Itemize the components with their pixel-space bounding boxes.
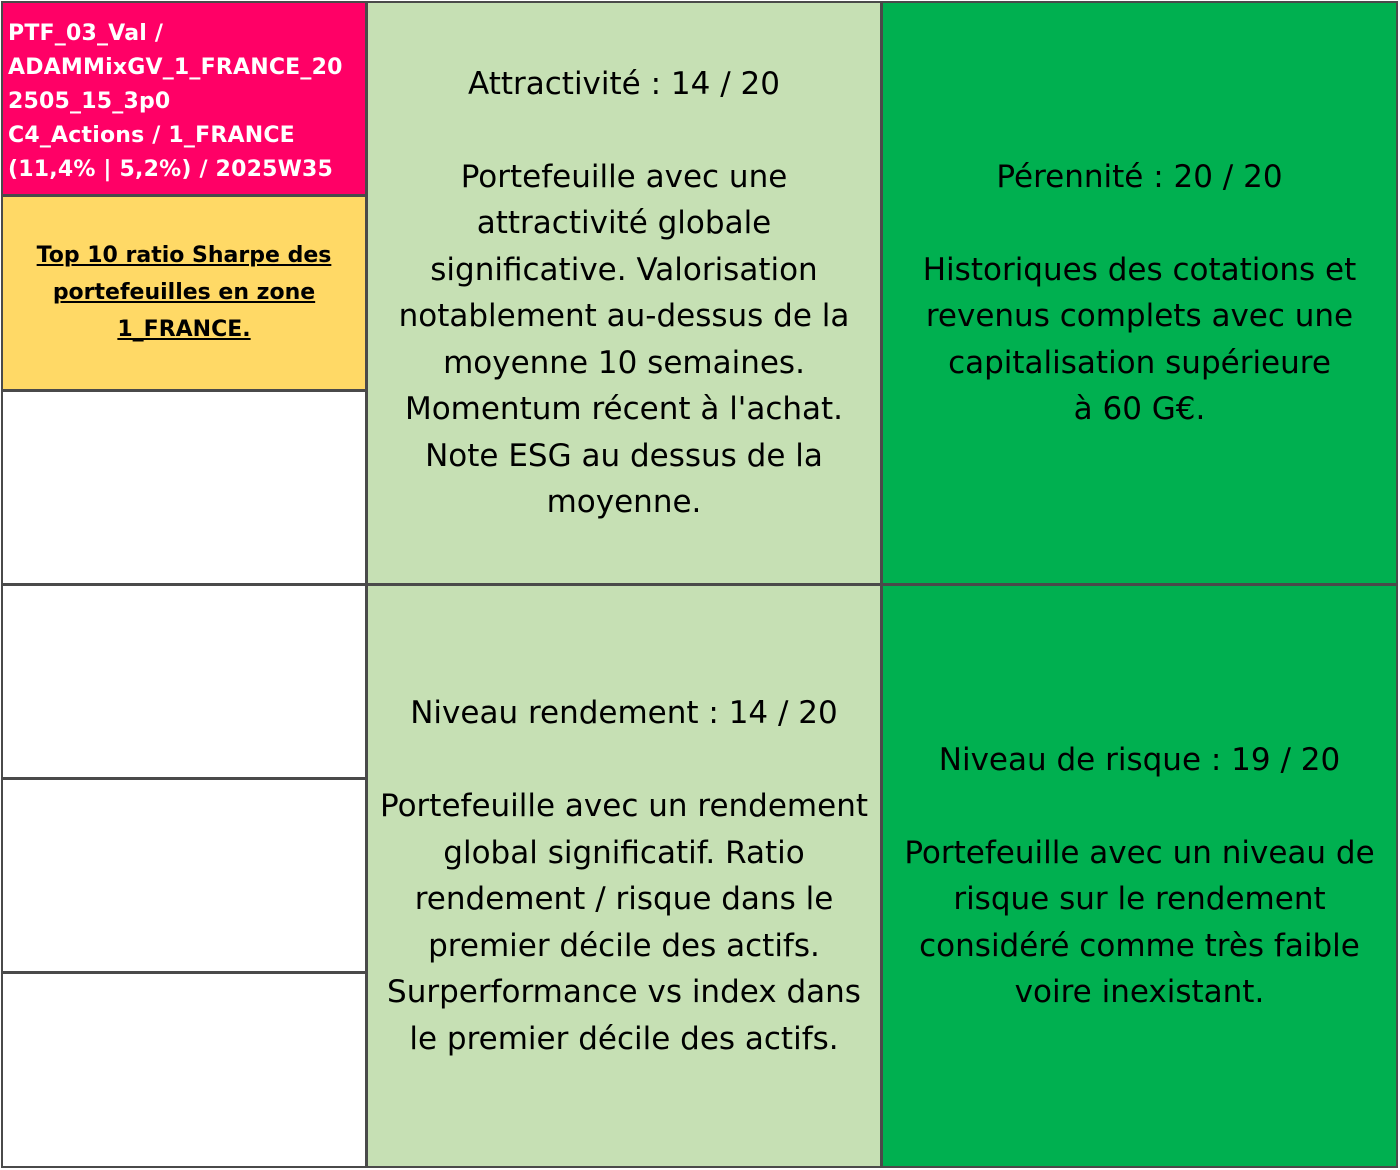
header-line: (11,4% | 5,2%) / 2025W35 (8, 157, 334, 182)
perennite-panel (881, 1, 1398, 585)
header-line: ADAMMixGV_1_FRANCE_20 (8, 55, 343, 80)
header-line: C4_Actions / 1_FRANCE (8, 123, 295, 148)
perennite-title: Pérennité : 20 / 20 (996, 158, 1283, 195)
risque-title: Niveau de risque : 19 / 20 (938, 741, 1341, 778)
perennite-description: Historiques des cotations et revenus complets avec une capitalisation supérieure à 60 G€. (922, 251, 1357, 427)
header-line: 2505_15_3p0 (8, 89, 171, 114)
empty-cell (1, 390, 367, 585)
top-sharpe-label: Top 10 ratio Sharpe des portefeuilles en zone 1_FRANCE. (36, 243, 332, 342)
top-sharpe-label-cell (1, 195, 367, 391)
risque-description: Portefeuille avec un niveau de risque sur le rendement considéré comme très faible voire inexistant. (904, 834, 1375, 1010)
empty-cell (1, 972, 367, 1168)
empty-cell (1, 778, 367, 973)
rendement-panel (366, 584, 882, 1168)
empty-cell (1, 584, 367, 779)
risque-panel (881, 584, 1398, 1168)
portfolio-header (1, 1, 367, 196)
attractivite-description: Portefeuille avec une attractivité globale significative. Valorisation notablement au-dessus de la moyenne 10 semaines. Momentum récent à l'achat. Note ESG au dessus de la moyenne. (398, 158, 850, 520)
rendement-description: Portefeuille avec un rendement global significatif. Ratio rendement / risque dans le premier décile des actifs. Surperformance vs index dans le premier décile des actifs. (380, 788, 868, 1057)
header-line: PTF_03_Val / (8, 21, 164, 46)
attractivite-title: Attractivité : 14 / 20 (468, 65, 780, 102)
rendement-title: Niveau rendement : 14 / 20 (410, 695, 838, 731)
attractivite-panel (366, 1, 882, 585)
